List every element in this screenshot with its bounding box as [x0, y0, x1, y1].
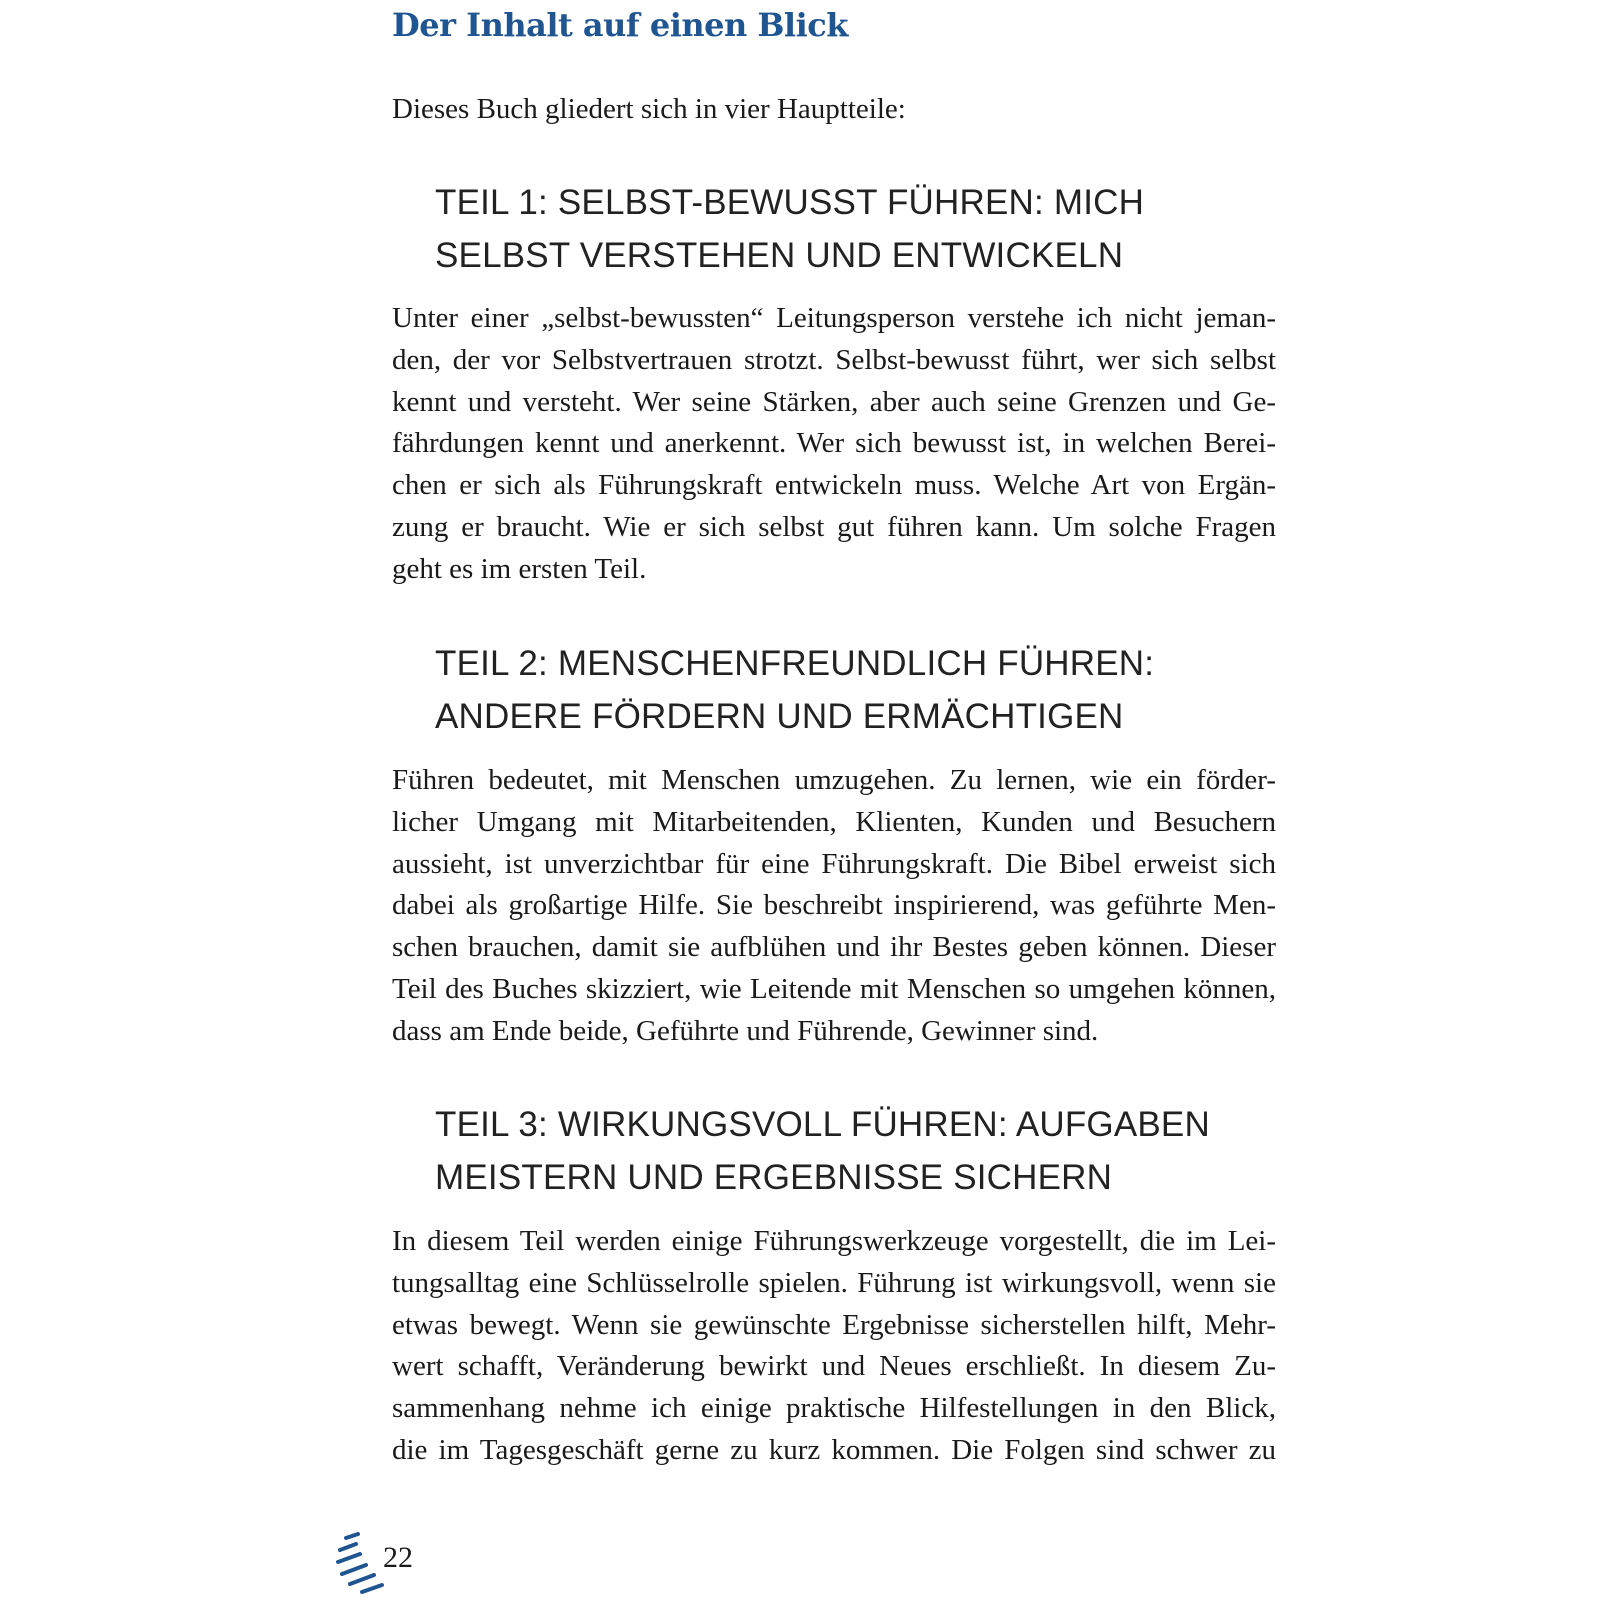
body-line: den, der vor Selbstvertrauen strotzt. Selbst-bewusst führt, wer sich selbst — [392, 343, 1276, 376]
body-line: zung er braucht. Wie er sich selbst gut führen kann. Um solche Fragen — [392, 510, 1276, 543]
part-2-heading — [435, 637, 1235, 743]
body-line: dass am Ende beide, Geführte und Führende, Gewinner sind. — [392, 1014, 1099, 1047]
part-2-body — [392, 760, 1276, 1053]
part-3-heading — [435, 1098, 1235, 1204]
body-line: Teil des Buches skizziert, wie Leitende mit Menschen so umgehen können, — [392, 972, 1276, 1005]
part-3-body — [392, 1221, 1276, 1472]
page-number: 22 — [383, 1541, 413, 1574]
body-line: geht es im ersten Teil. — [392, 552, 647, 585]
part-2-heading-line: TEIL 2: MENSCHENFREUNDLICH FÜHREN: — [435, 644, 1155, 683]
body-line: licher Umgang mit Mitarbeitenden, Klienten, Kunden und Besuchern — [392, 805, 1276, 838]
body-line: chen er sich als Führungskraft entwickeln muss. Welche Art von Ergän- — [392, 469, 1276, 502]
body-line: die im Tagesgeschäft gerne zu kurz kommen. Die Folgen sind schwer zu — [392, 1433, 1276, 1466]
body-line: Führen bedeutet, mit Menschen umzugehen. Zu lernen, wie ein förder- — [392, 764, 1276, 796]
part-2-heading-line: ANDERE FÖRDERN UND ERMÄCHTIGEN — [435, 697, 1124, 736]
body-line: wert schafft, Veränderung bewirkt und Neues erschließt. In diesem Zu- — [392, 1350, 1276, 1383]
page-title: Der Inhalt auf einen Blick — [392, 6, 848, 44]
body-line: kennt und versteht. Wer seine Stärken, aber auch seine Grenzen und Ge- — [392, 385, 1276, 418]
part-1-heading-line: SELBST VERSTEHEN UND ENTWICKELN — [435, 236, 1124, 275]
body-line: schen brauchen, damit sie aufblühen und ihr Bestes geben können. Dieser — [392, 931, 1276, 964]
body-line: fährdungen kennt und anerkennt. Wer sich bewusst ist, in welchen Berei- — [392, 427, 1276, 460]
part-1-body — [392, 298, 1276, 591]
part-1-heading — [435, 176, 1235, 282]
body-line: dabei als großartige Hilfe. Sie beschreibt inspirierend, was geführte Men- — [392, 889, 1276, 922]
body-line: aussieht, ist unverzichtbar für eine Führungskraft. Die Bibel erweist sich — [392, 847, 1276, 880]
body-line: In diesem Teil werden einige Führungswerkzeuge vorgestellt, die im Lei- — [392, 1225, 1276, 1257]
part-3-heading-line: TEIL 3: WIRKUNGSVOLL FÜHREN: AUFGABEN — [435, 1105, 1210, 1144]
body-line: etwas bewegt. Wenn sie gewünschte Ergebnisse sicherstellen hilft, Mehr- — [392, 1308, 1276, 1341]
body-line: tungsalltag eine Schlüsselrolle spielen. Führung ist wirkungsvoll, wenn sie — [392, 1266, 1276, 1299]
body-line: sammenhang nehme ich einige praktische Hilfestellungen in den Blick, — [392, 1392, 1276, 1425]
body-line: Unter einer „selbst-bewussten“ Leitungsperson verstehe ich nicht jeman- — [392, 302, 1276, 334]
part-1-heading-line: TEIL 1: SELBST-BEWUSST FÜHREN: MICH — [435, 183, 1145, 222]
intro-paragraph: Dieses Buch gliedert sich in vier Hauptteile: — [392, 93, 906, 125]
part-3-heading-line: MEISTERN UND ERGEBNISSE SICHERN — [435, 1158, 1113, 1197]
